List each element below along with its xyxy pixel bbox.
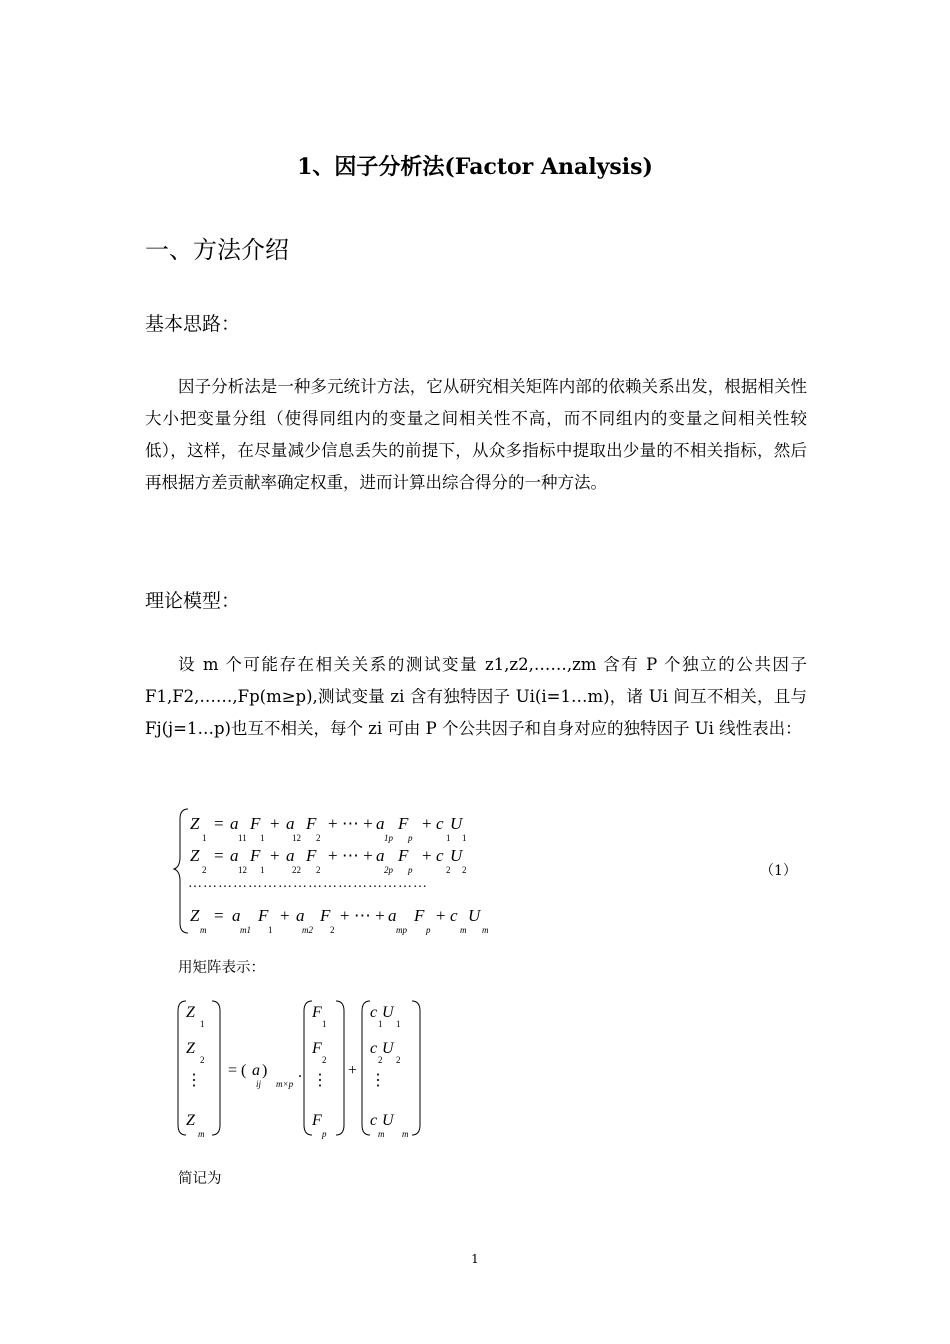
- section-heading: 一、方法介绍: [145, 236, 289, 264]
- paragraph-basic-idea: [145, 371, 807, 499]
- svg-text:2: 2: [378, 1055, 383, 1065]
- svg-text:+: +: [422, 814, 432, 833]
- svg-text:+: +: [270, 814, 280, 833]
- svg-text:p: p: [408, 833, 413, 843]
- svg-text:F: F: [258, 906, 269, 925]
- svg-text:22: 22: [292, 865, 301, 875]
- subheading-basic-idea: 基本思路：: [145, 313, 241, 335]
- svg-text:+: +: [436, 906, 446, 925]
- svg-text:a: a: [230, 814, 239, 833]
- svg-text:m: m: [460, 925, 467, 935]
- svg-text:F: F: [312, 1112, 322, 1129]
- svg-text:+ ⋯ +: + ⋯ +: [328, 846, 373, 865]
- svg-text:Z: Z: [190, 846, 200, 865]
- paragraph-theory-model: [145, 649, 807, 745]
- svg-text:+ ⋯ +: + ⋯ +: [340, 906, 385, 925]
- svg-text:=: =: [214, 814, 224, 833]
- svg-text:12: 12: [238, 865, 247, 875]
- svg-text:Z: Z: [186, 1004, 195, 1021]
- svg-text:U: U: [450, 814, 463, 833]
- svg-text:2: 2: [446, 865, 451, 875]
- svg-text:F: F: [398, 814, 409, 833]
- svg-text:mp: mp: [396, 925, 407, 935]
- svg-text:+: +: [348, 1062, 358, 1079]
- svg-text:= (: = (: [228, 1062, 247, 1079]
- svg-text:…………………………………………: …………………………………………: [188, 876, 428, 891]
- svg-text:a: a: [286, 846, 295, 865]
- svg-text:a: a: [376, 814, 385, 833]
- svg-text:m: m: [482, 925, 489, 935]
- svg-text:ij: ij: [256, 1079, 262, 1089]
- svg-text:m1: m1: [240, 925, 251, 935]
- page-title: 1、因子分析法(Factor Analysis): [297, 154, 653, 180]
- svg-text:⋮: ⋮: [370, 1072, 386, 1089]
- svg-text:1: 1: [396, 1019, 401, 1029]
- svg-text:F: F: [250, 846, 261, 865]
- svg-text:2: 2: [316, 865, 321, 875]
- svg-text:a: a: [286, 814, 295, 833]
- matrix-caption: 用矩阵表示：: [178, 960, 265, 976]
- svg-text:F: F: [398, 846, 409, 865]
- svg-text:c: c: [370, 1040, 378, 1057]
- svg-text:a: a: [232, 906, 241, 925]
- svg-text:a: a: [388, 906, 397, 925]
- svg-text:2: 2: [316, 833, 321, 843]
- svg-text:m×p: m×p: [276, 1079, 294, 1089]
- svg-text:c: c: [436, 846, 444, 865]
- svg-text:1: 1: [260, 865, 265, 875]
- svg-text:p: p: [322, 1129, 327, 1139]
- svg-text:2: 2: [396, 1055, 401, 1065]
- equation-system: [170, 805, 510, 940]
- svg-text:.: .: [298, 1064, 302, 1081]
- svg-text:F: F: [306, 814, 317, 833]
- svg-text:Z: Z: [186, 1112, 195, 1129]
- svg-text:U: U: [382, 1004, 394, 1021]
- svg-text:⋮: ⋮: [186, 1072, 202, 1089]
- svg-text:1: 1: [446, 833, 451, 843]
- svg-text:1: 1: [462, 833, 467, 843]
- svg-text:+: +: [422, 846, 432, 865]
- subheading-theory-model: 理论模型：: [145, 590, 241, 612]
- svg-text:2: 2: [322, 1055, 327, 1065]
- svg-text:2p: 2p: [384, 865, 393, 875]
- svg-text:+: +: [270, 846, 280, 865]
- svg-text:1: 1: [378, 1019, 383, 1029]
- svg-text:1: 1: [200, 1019, 205, 1029]
- svg-text:U: U: [450, 846, 463, 865]
- svg-text:U: U: [382, 1040, 394, 1057]
- svg-text:p: p: [426, 925, 431, 935]
- svg-text:=: =: [214, 846, 224, 865]
- svg-text:m2: m2: [302, 925, 313, 935]
- svg-text:⋮: ⋮: [312, 1072, 328, 1089]
- page-number: 1: [471, 1252, 479, 1266]
- svg-text:F: F: [306, 846, 317, 865]
- svg-text:a: a: [376, 846, 385, 865]
- svg-text:c: c: [370, 1112, 378, 1129]
- svg-text:2: 2: [200, 1055, 205, 1065]
- svg-text:F: F: [250, 814, 261, 833]
- svg-text:2: 2: [462, 865, 467, 875]
- svg-text:U: U: [382, 1112, 394, 1129]
- svg-text:m: m: [200, 925, 207, 935]
- svg-text:12: 12: [292, 833, 301, 843]
- svg-text:c: c: [436, 814, 444, 833]
- svg-text:p: p: [408, 865, 413, 875]
- svg-text:a: a: [296, 906, 305, 925]
- matrix-equation: [172, 995, 442, 1145]
- svg-text:c: c: [370, 1004, 378, 1021]
- svg-text:Z: Z: [186, 1040, 195, 1057]
- svg-text:1: 1: [202, 833, 207, 843]
- svg-text:m: m: [198, 1129, 205, 1139]
- svg-text:a: a: [252, 1062, 260, 1079]
- svg-text:F: F: [312, 1040, 322, 1057]
- svg-text:1p: 1p: [384, 833, 393, 843]
- svg-text:11: 11: [238, 833, 247, 843]
- svg-text:1: 1: [322, 1019, 327, 1029]
- svg-text:c: c: [450, 906, 458, 925]
- svg-text:F: F: [414, 906, 425, 925]
- svg-text:Z: Z: [190, 906, 200, 925]
- svg-text:F: F: [312, 1004, 322, 1021]
- svg-text:): ): [262, 1062, 268, 1079]
- svg-text:2: 2: [202, 865, 207, 875]
- svg-text:+ ⋯ +: + ⋯ +: [328, 814, 373, 833]
- svg-text:U: U: [468, 906, 481, 925]
- svg-text:Z: Z: [190, 814, 200, 833]
- paragraph-basic-text: 因子分析法是一种多元统计方法，它从研究相关矩阵内部的依赖关系出发，根据相关性大小把变量分组（使得同组内的变量之间相关性不高，而不同组内的变量之间相关性较低），这样，在尽量减少信息丢失的前提下，从众多指标中提取出少量的不相关指标，然后再根据方差贡献率确定权重，进而计算出综合得分的一种方法。: [145, 377, 807, 492]
- svg-text:1: 1: [260, 833, 265, 843]
- svg-text:F: F: [320, 906, 331, 925]
- svg-text:m: m: [378, 1129, 385, 1139]
- svg-text:2: 2: [330, 925, 335, 935]
- svg-text:1: 1: [268, 925, 273, 935]
- svg-text:m: m: [402, 1129, 409, 1139]
- short-form-caption: 简记为: [178, 1171, 222, 1187]
- svg-text:+: +: [280, 906, 290, 925]
- svg-text:a: a: [230, 846, 239, 865]
- equation-number: （1）: [760, 863, 797, 879]
- paragraph-model-text: 设 m 个可能存在相关关系的测试变量 z1,z2,……,zm 含有 P 个独立的公共因子 F1,F2,……,Fp(m≥p),测试变量 zi 含有独特因子 Ui(i=1…m)，诸 Ui 间互不相关，且与 Fj(j=1…p)也互不相关，每个 zi 可由 P 个公共因子和自身对应的独特因子 Ui 线性表出：: [145, 655, 807, 738]
- svg-text:=: =: [214, 906, 224, 925]
